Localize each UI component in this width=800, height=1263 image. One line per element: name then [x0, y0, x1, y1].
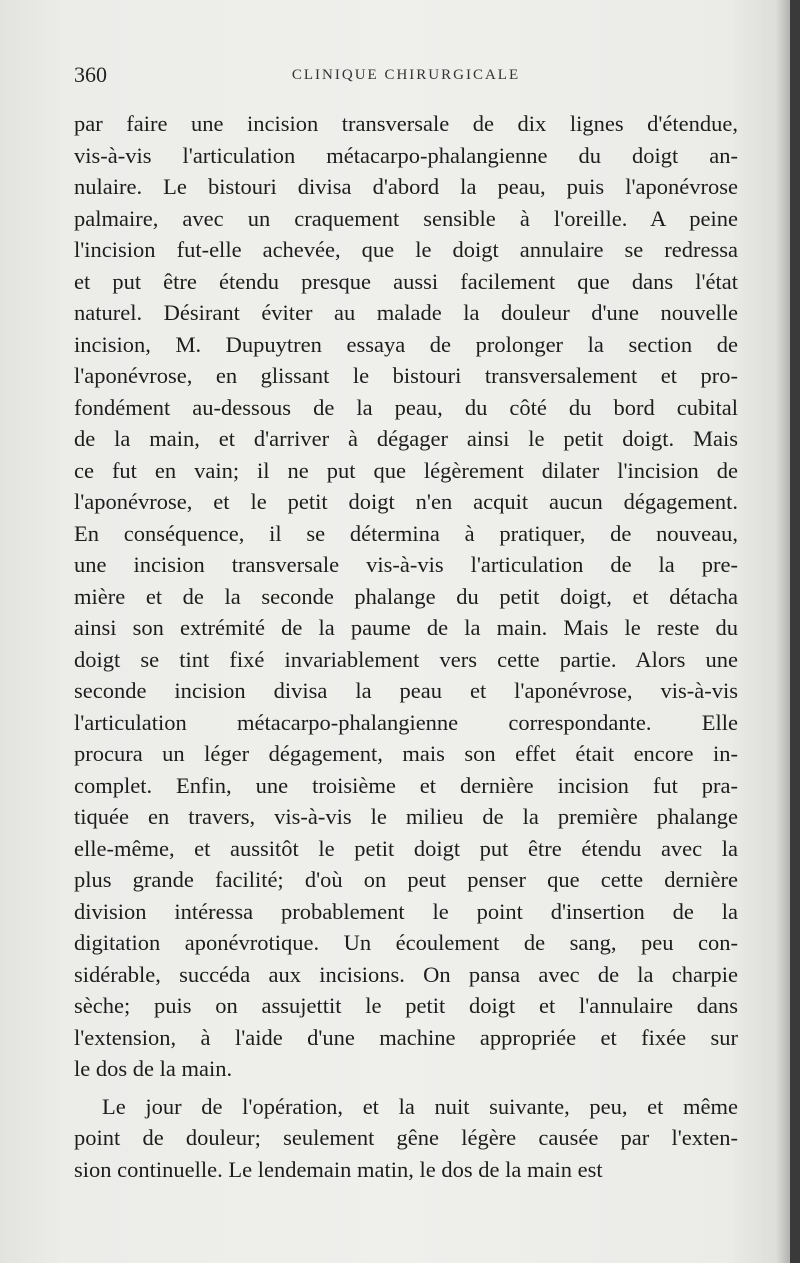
- text-line: seconde incision divisa la peau et l'aponévrose, vis-à-vis: [74, 678, 738, 703]
- text-line: le dos de la main.: [74, 1056, 233, 1081]
- page-number: 360: [74, 62, 107, 87]
- page-header: [74, 62, 738, 94]
- text-line: procura un léger dégagement, mais son effet était encore in-: [74, 741, 738, 766]
- text-line: elle-même, et aussitôt le petit doigt put être étendu avec la: [74, 835, 738, 861]
- body-text: [74, 108, 738, 1185]
- text-line: ce fut en vain; il ne put que légèrement dilater l'incision de: [74, 457, 738, 483]
- text-line: nulaire. Le bistouri divisa d'abord la peau, puis l'aponévrose: [74, 174, 738, 199]
- text-line: complet. Enfin, une troisième et dernière incision fut pra-: [74, 772, 738, 798]
- text-line: et put être étendu presque aussi facilement que dans l'état: [74, 268, 738, 294]
- text-line: l'aponévrose, et le petit doigt n'en acquit aucun dégagement.: [74, 489, 738, 514]
- text-line: incision, M. Dupuytren essaya de prolonger la section de: [74, 331, 738, 357]
- text-line: plus grande facilité; d'où on peut penser que cette dernière: [74, 867, 738, 892]
- text-line: division intéressa probablement le point d'insertion de la: [74, 898, 738, 924]
- running-title: CLINIQUE CHIRURGICALE: [291, 67, 521, 83]
- text-line: sidérable, succéda aux incisions. On pansa avec de la charpie: [74, 961, 738, 987]
- text-line: fondément au-dessous de la peau, du côté du bord cubital: [74, 394, 738, 420]
- paragraph-2: [74, 1091, 738, 1186]
- text-line: naturel. Désirant éviter au malade la douleur d'une nouvelle: [74, 300, 738, 325]
- text-line: En conséquence, il se détermina à pratiquer, de nouveau,: [74, 520, 738, 546]
- text-line: l'incision fut-elle achevée, que le doigt annulaire se redressa: [74, 237, 738, 262]
- text-line: point de douleur; seulement gêne légère causée par l'exten-: [74, 1125, 738, 1150]
- text-line: l'extension, à l'aide d'une machine appropriée et fixée sur: [74, 1024, 738, 1050]
- text-line: l'articulation métacarpo-phalangienne correspondante. Elle: [74, 709, 738, 735]
- text-line: mière et de la seconde phalange du petit doigt, et détacha: [74, 583, 738, 609]
- text-line: sion continuelle. Le lendemain matin, le dos de la main est: [74, 1156, 603, 1182]
- text-line: une incision transversale vis-à-vis l'articulation de la pre-: [74, 552, 738, 577]
- text-line: vis-à-vis l'articulation métacarpo-phalangienne du doigt an-: [74, 142, 738, 168]
- text-line: de la main, et d'arriver à dégager ainsi le petit doigt. Mais: [74, 426, 738, 451]
- spine-shadow: [776, 0, 790, 1263]
- text-line: par faire une incision transversale de dix lignes d'étendue,: [74, 111, 738, 136]
- text-line: ainsi son extrémité de la paume de la main. Mais le reste du: [74, 615, 738, 640]
- text-line: sèche; puis on assujettit le petit doigt et l'annulaire dans: [74, 993, 738, 1018]
- text-line: doigt se tint fixé invariablement vers cette partie. Alors une: [74, 646, 738, 672]
- text-line: Le jour de l'opération, et la nuit suivante, peu, et même: [102, 1093, 738, 1119]
- text-line: l'aponévrose, en glissant le bistouri transversalement et pro-: [74, 363, 738, 388]
- paragraph-1: [74, 108, 738, 1085]
- text-line: tiquée en travers, vis-à-vis le milieu de la première phalange: [74, 804, 738, 829]
- text-line: palmaire, avec un craquement sensible à l'oreille. A peine: [74, 205, 738, 231]
- text-line: digitation aponévrotique. Un écoulement de sang, peu con-: [74, 930, 738, 955]
